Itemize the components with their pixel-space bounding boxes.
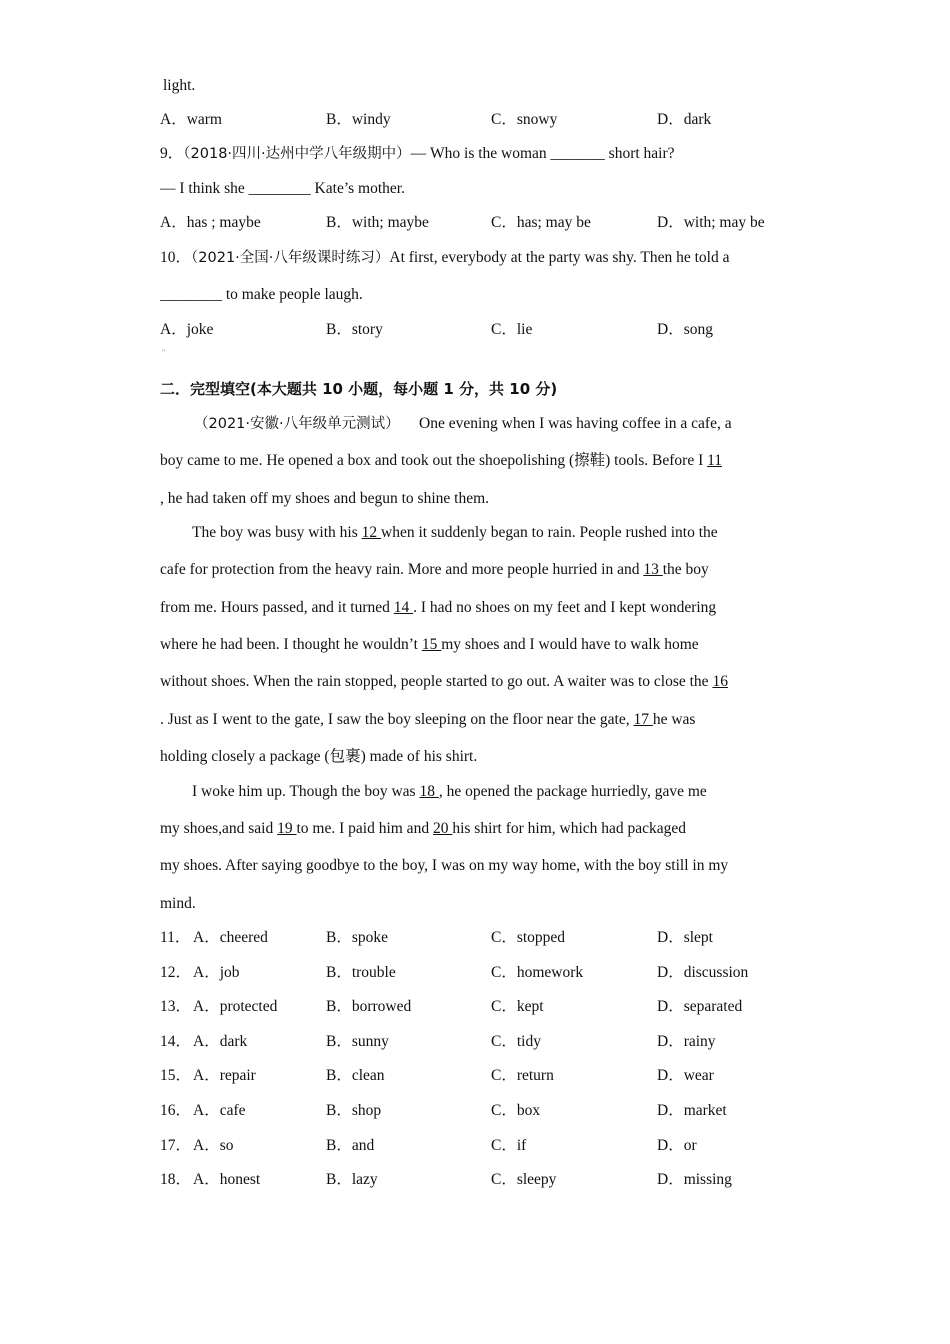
question-number: 12．: [160, 964, 192, 981]
question-number: 14．: [160, 1033, 192, 1050]
passage-text: I woke him up. Though the boy was: [192, 783, 416, 800]
q10-options: [160, 320, 800, 340]
blank-14: 14: [393, 599, 414, 616]
question-number: 17．: [160, 1137, 192, 1154]
q9-source: （2018·四川·达州中学八年级期中）: [183, 146, 411, 162]
question-option-c: C．stopped: [491, 929, 566, 946]
passage-p2-line1: [192, 523, 832, 543]
passage-p3-line4: mind.: [160, 895, 196, 912]
question-option-a: [160, 963, 240, 983]
q9-stem: [160, 144, 800, 164]
question-option-c: C．sleepy: [491, 1171, 557, 1188]
question-option-d: D．missing: [657, 1171, 732, 1188]
passage-source: （2021·安徽·八年级单元测试）: [194, 416, 400, 432]
blank-13: 13: [643, 561, 663, 578]
question-option-d: D．or: [657, 1137, 697, 1154]
option-text: A．cheered: [193, 929, 268, 946]
passage-text: he was: [652, 711, 696, 728]
q10-stem: [160, 248, 800, 268]
passage-p3-line1: [192, 782, 832, 802]
passage-p2-line3: [160, 598, 800, 618]
question-option-c: C．return: [491, 1067, 554, 1084]
question-option-b: B．borrowed: [326, 998, 412, 1015]
question-12: [160, 963, 800, 983]
q10-option-c: C．lie: [491, 321, 533, 338]
question-option-d: D．market: [657, 1102, 727, 1119]
question-option-c: C．if: [491, 1137, 527, 1154]
question-option-a: [160, 928, 268, 948]
q9-line2: — I think she ________ Kate’s mother.: [160, 180, 405, 197]
passage-text: cafe for protection from the heavy rain. More and more people hurried in and: [160, 561, 640, 578]
passage-text: the boy: [662, 561, 709, 578]
question-option-b: B．spoke: [326, 929, 389, 946]
passage-p3-line3: my shoes. After saying goodbye to the boy, I was on my way home, with the boy still in my: [160, 857, 729, 874]
passage-text: . Just as I went to the gate, I saw the boy sleeping on the floor near the gate,: [160, 711, 630, 728]
passage-p1-line3: , he had taken off my shoes and begun to shine them.: [160, 490, 490, 507]
q9-number: 9．: [160, 145, 184, 162]
question-14: [160, 1032, 800, 1052]
passage-text: One evening when I was having coffee in a cafe, a: [419, 415, 732, 432]
question-number: 15．: [160, 1067, 192, 1084]
question-option-a: [160, 997, 277, 1017]
q9-option-a: A．has ; maybe: [160, 214, 261, 231]
q8-option-b: B．windy: [326, 111, 391, 128]
blank-15: 15: [421, 636, 442, 653]
passage-text: his shirt for him, which had packaged: [452, 820, 687, 837]
question-option-c: C．homework: [491, 964, 584, 981]
question-18: [160, 1170, 800, 1190]
question-option-b: B．sunny: [326, 1033, 389, 1050]
question-option-a: [160, 1066, 256, 1086]
q10-number: 10．: [160, 249, 192, 266]
q9-options: [160, 213, 800, 233]
question-option-b: B．lazy: [326, 1171, 378, 1188]
question-option-c: C．tidy: [491, 1033, 541, 1050]
passage-text: without shoes. When the rain stopped, people started to go out. A waiter was to close the: [160, 673, 709, 690]
blank-16: 16: [712, 673, 728, 690]
q10-option-d: D．song: [657, 321, 713, 338]
passage-text: where he had been. I thought he wouldn’t: [160, 636, 418, 653]
question-11: [160, 928, 800, 948]
option-text: A．job: [193, 964, 240, 981]
q8-options: [160, 110, 800, 130]
question-number: 11．: [160, 929, 191, 946]
option-text: A．repair: [193, 1067, 256, 1084]
passage-p2-line7: holding closely a package (包裹) made of his shirt.: [160, 748, 478, 765]
blank-19: 19: [277, 820, 297, 837]
passage-text: my shoes and I would have to walk home: [441, 636, 699, 653]
question-option-d: D．wear: [657, 1067, 714, 1084]
passage-p3-line2: [160, 819, 800, 839]
q9-option-b: B．with; maybe: [326, 214, 429, 231]
question-option-a: [160, 1101, 246, 1121]
question-option-d: D．rainy: [657, 1033, 716, 1050]
blank-11: 11: [707, 452, 723, 469]
question-option-d: D．separated: [657, 998, 743, 1015]
paragraph-mark: ": [162, 348, 166, 357]
question-option-b: B．and: [326, 1137, 375, 1154]
question-13: [160, 997, 800, 1017]
passage-text: , he opened the package hurriedly, gave me: [438, 783, 707, 800]
question-number: 18．: [160, 1171, 192, 1188]
section-heading: 二．完型填空(本大题共 10 小题，每小题 1 分，共 10 分): [160, 380, 558, 398]
passage-text: from me. Hours passed, and it turned: [160, 599, 390, 616]
question-16: [160, 1101, 800, 1121]
question-option-b: B．shop: [326, 1102, 382, 1119]
passage-p1-line1: [194, 414, 834, 434]
blank-20: 20: [432, 820, 453, 837]
q10-option-b: B．story: [326, 321, 383, 338]
q10-line2: ________ to make people laugh.: [160, 286, 363, 303]
passage-text: . I had no shoes on my feet and I kept wondering: [413, 599, 717, 616]
question-option-a: [160, 1136, 233, 1156]
q10-source: （2021·全国·八年级课时练习）: [191, 250, 390, 266]
q8-option-a: A．warm: [160, 111, 222, 128]
question-option-a: [160, 1170, 260, 1190]
passage-text: to me. I paid him and: [296, 820, 430, 837]
passage-p2-line6: [160, 710, 800, 730]
option-text: A．dark: [193, 1033, 248, 1050]
question-option-d: D．discussion: [657, 964, 749, 981]
question-15: [160, 1066, 800, 1086]
blank-17: 17: [633, 711, 653, 728]
question-number: 13．: [160, 998, 192, 1015]
question-option-b: B．clean: [326, 1067, 385, 1084]
passage-p2-line5: [160, 672, 800, 692]
q9-text: — Who is the woman _______ short hair?: [410, 145, 675, 162]
q9-option-c: C．has; may be: [491, 214, 591, 231]
question-option-a: [160, 1032, 247, 1052]
passage-text: when it suddenly began to rain. People rushed into the: [381, 524, 718, 541]
passage-p2-line4: [160, 635, 800, 655]
passage-p1-line2: [160, 451, 800, 471]
q8-option-c: C．snowy: [491, 111, 558, 128]
question-17: [160, 1136, 800, 1156]
q8-option-d: D．dark: [657, 111, 712, 128]
passage-p2-line2: [160, 560, 800, 580]
passage-text: The boy was busy with his: [192, 524, 358, 541]
passage-text: boy came to me. He opened a box and took out the shoepolishing (擦鞋) tools. Before I: [160, 452, 704, 469]
blank-12: 12: [361, 524, 382, 541]
option-text: A．cafe: [193, 1102, 246, 1119]
option-text: A．so: [193, 1137, 234, 1154]
passage-text: my shoes,and said: [160, 820, 274, 837]
question-option-c: C．kept: [491, 998, 544, 1015]
q10-option-a: A．joke: [160, 321, 214, 338]
blank-18: 18: [419, 783, 439, 800]
option-text: A．honest: [193, 1171, 261, 1188]
q8-tail: light.: [163, 77, 196, 94]
option-text: A．protected: [193, 998, 278, 1015]
question-number: 16．: [160, 1102, 192, 1119]
question-option-d: D．slept: [657, 929, 713, 946]
question-option-b: B．trouble: [326, 964, 396, 981]
question-option-c: C．box: [491, 1102, 541, 1119]
q10-text: At first, everybody at the party was shy. Then he told a: [389, 249, 730, 266]
q9-option-d: D．with; may be: [657, 214, 765, 231]
